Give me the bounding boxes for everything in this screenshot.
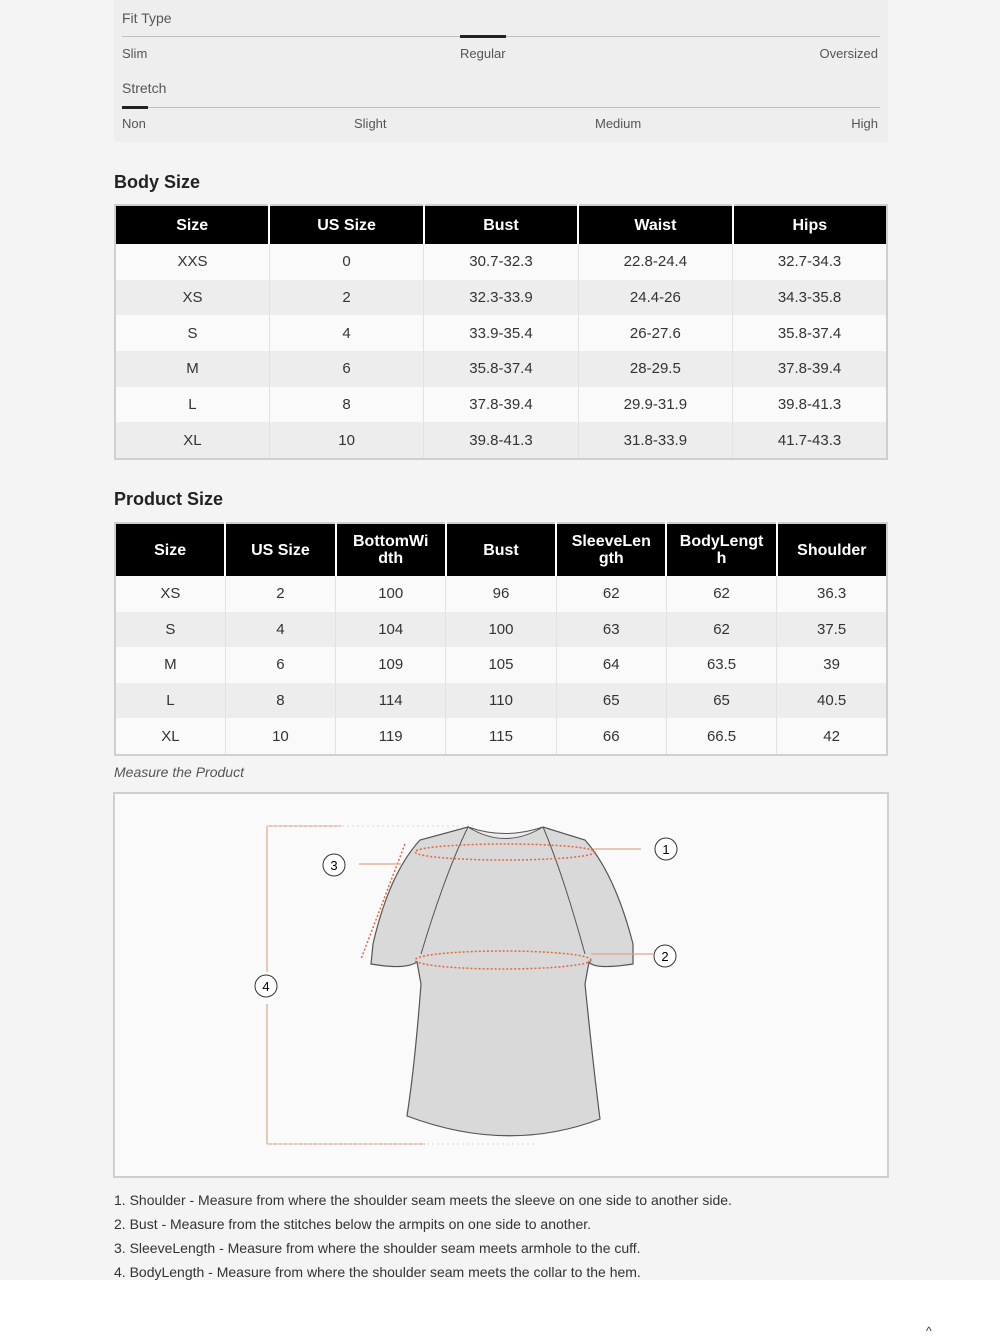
- body-size-cell: 34.3-35.8: [733, 280, 887, 316]
- product-size-header-row: [115, 523, 887, 576]
- note-sleeve-length: 3. SleeveLength - Measure from where the shoulder seam meets armhole to the cuff.: [114, 1240, 641, 1256]
- body-size-cell: 35.8-37.4: [733, 315, 887, 351]
- product-size-header-cell: BodyLengt h: [666, 523, 776, 576]
- product-size-cell: 105: [446, 647, 556, 683]
- body-size-cell: 22.8-24.4: [578, 244, 732, 280]
- product-size-cell: 64: [556, 647, 666, 683]
- product-size-cell: 40.5: [777, 683, 887, 719]
- product-size-cell: 62: [666, 576, 776, 612]
- body-size-cell: 8: [269, 387, 423, 423]
- body-size-cell: 35.8-37.4: [424, 351, 578, 387]
- product-size-cell: 4: [225, 612, 335, 648]
- stretch-selected-mark: [122, 106, 148, 109]
- body-size-cell: 32.3-33.9: [424, 280, 578, 316]
- body-size-cell: XL: [115, 422, 269, 459]
- body-size-row: [115, 315, 887, 351]
- fit-type-label-slim: Slim: [122, 46, 148, 61]
- body-size-cell: XS: [115, 280, 269, 316]
- product-size-cell: 104: [336, 612, 446, 648]
- product-size-header-cell: Shoulder: [777, 523, 887, 576]
- product-size-cell: 62: [666, 612, 776, 648]
- body-size-header-cell: Bust: [424, 205, 578, 244]
- measure-caption: Measure the Product: [114, 764, 244, 780]
- body-size-cell: 4: [269, 315, 423, 351]
- product-size-cell: M: [115, 647, 225, 683]
- product-size-cell: 6: [225, 647, 335, 683]
- product-size-header-cell: Bust: [446, 523, 556, 576]
- product-size-cell: 109: [336, 647, 446, 683]
- body-size-row: [115, 280, 887, 316]
- product-size-cell: 63.5: [666, 647, 776, 683]
- body-size-cell: M: [115, 351, 269, 387]
- body-size-table: [114, 204, 888, 460]
- product-size-cell: 119: [336, 718, 446, 755]
- product-size-row: [115, 612, 887, 648]
- marker-4: [255, 975, 277, 997]
- product-size-cell: 63: [556, 612, 666, 648]
- product-size-header-cell: Size: [115, 523, 225, 576]
- stretch-scale-line: [122, 107, 880, 108]
- body-size-cell: 29.9-31.9: [578, 387, 732, 423]
- product-size-cell: 114: [336, 683, 446, 719]
- marker-2: [654, 945, 676, 967]
- product-size-table: [114, 522, 888, 756]
- svg-text:2: 2: [661, 949, 669, 964]
- product-size-cell: 66: [556, 718, 666, 755]
- fit-type-label-oversized: Oversized: [819, 46, 878, 61]
- body-size-row: [115, 422, 887, 459]
- fit-type-label-regular: Regular: [460, 46, 506, 61]
- product-size-cell: 100: [336, 576, 446, 612]
- body-size-header-cell: Hips: [733, 205, 887, 244]
- measure-notes: [114, 1188, 732, 1284]
- note-shoulder: 1. Shoulder - Measure from where the shoulder seam meets the sleeve on one side to another side.: [114, 1192, 732, 1208]
- body-size-cell: 37.8-39.4: [424, 387, 578, 423]
- product-size-cell: 115: [446, 718, 556, 755]
- scroll-up-icon[interactable]: ^: [926, 1324, 932, 1338]
- body-size-row: [115, 244, 887, 280]
- body-size-header-cell: Size: [115, 205, 269, 244]
- body-size-cell: 37.8-39.4: [733, 351, 887, 387]
- marker-1: [655, 838, 677, 860]
- svg-text:1: 1: [662, 842, 670, 857]
- product-size-title: Product Size: [114, 489, 224, 509]
- body-size-cell: S: [115, 315, 269, 351]
- product-size-cell: 2: [225, 576, 335, 612]
- fit-type-title: Fit Type: [122, 10, 172, 26]
- fit-scale-panel: [114, 0, 888, 142]
- body-size-header-cell: Waist: [578, 205, 732, 244]
- body-size-cell: 33.9-35.4: [424, 315, 578, 351]
- body-size-cell: 28-29.5: [578, 351, 732, 387]
- product-size-header-cell: SleeveLen gth: [556, 523, 666, 576]
- fit-type-selected-mark: [460, 35, 506, 38]
- product-size-cell: 10: [225, 718, 335, 755]
- product-size-row: [115, 576, 887, 612]
- body-size-cell: 39.8-41.3: [733, 387, 887, 423]
- product-size-cell: XS: [115, 576, 225, 612]
- body-size-cell: L: [115, 387, 269, 423]
- stretch-label-high: High: [851, 116, 878, 131]
- body-size-cell: 24.4-26: [578, 280, 732, 316]
- note-bust: 2. Bust - Measure from the stitches below the armpits on one side to another.: [114, 1216, 592, 1232]
- svg-text:4: 4: [262, 979, 270, 994]
- body-size-cell: 0: [269, 244, 423, 280]
- body-size-header-cell: US Size: [269, 205, 423, 244]
- product-size-cell: 8: [225, 683, 335, 719]
- product-size-cell: 62: [556, 576, 666, 612]
- body-size-cell: 41.7-43.3: [733, 422, 887, 459]
- product-size-cell: L: [115, 683, 225, 719]
- product-size-row: [115, 718, 887, 755]
- product-size-cell: 110: [446, 683, 556, 719]
- product-size-cell: 65: [556, 683, 666, 719]
- body-size-title: Body Size: [114, 172, 201, 192]
- marker-3: [323, 854, 345, 876]
- body-size-cell: 6: [269, 351, 423, 387]
- body-size-cell: 10: [269, 422, 423, 459]
- note-body-length: 4. BodyLength - Measure from where the shoulder seam meets the collar to the hem.: [114, 1264, 641, 1280]
- product-size-cell: 65: [666, 683, 776, 719]
- stretch-label-slight: Slight: [354, 116, 387, 131]
- product-size-header-cell: BottomWi dth: [336, 523, 446, 576]
- product-size-cell: S: [115, 612, 225, 648]
- body-size-header-row: [115, 205, 887, 244]
- body-size-cell: 30.7-32.3: [424, 244, 578, 280]
- body-size-cell: 39.8-41.3: [424, 422, 578, 459]
- svg-text:3: 3: [330, 858, 338, 873]
- product-size-row: [115, 683, 887, 719]
- product-size-cell: 100: [446, 612, 556, 648]
- product-size-cell: 42: [777, 718, 887, 755]
- body-size-cell: XXS: [115, 244, 269, 280]
- product-size-cell: 36.3: [777, 576, 887, 612]
- body-size-cell: 32.7-34.3: [733, 244, 887, 280]
- product-size-header-cell: US Size: [225, 523, 335, 576]
- product-size-cell: XL: [115, 718, 225, 755]
- product-size-row: [115, 647, 887, 683]
- product-size-cell: 39: [777, 647, 887, 683]
- product-size-cell: 96: [446, 576, 556, 612]
- body-size-row: [115, 351, 887, 387]
- body-size-row: [115, 387, 887, 423]
- stretch-label-medium: Medium: [595, 116, 642, 131]
- product-size-cell: 66.5: [666, 718, 776, 755]
- tshirt-shape: [371, 827, 633, 1136]
- tshirt-icon: [115, 794, 887, 1176]
- stretch-title: Stretch: [122, 80, 167, 96]
- body-size-cell: 26-27.6: [578, 315, 732, 351]
- product-size-cell: 37.5: [777, 612, 887, 648]
- measure-diagram: [113, 792, 889, 1178]
- body-size-cell: 31.8-33.9: [578, 422, 732, 459]
- body-size-cell: 2: [269, 280, 423, 316]
- stretch-label-non: Non: [122, 116, 146, 131]
